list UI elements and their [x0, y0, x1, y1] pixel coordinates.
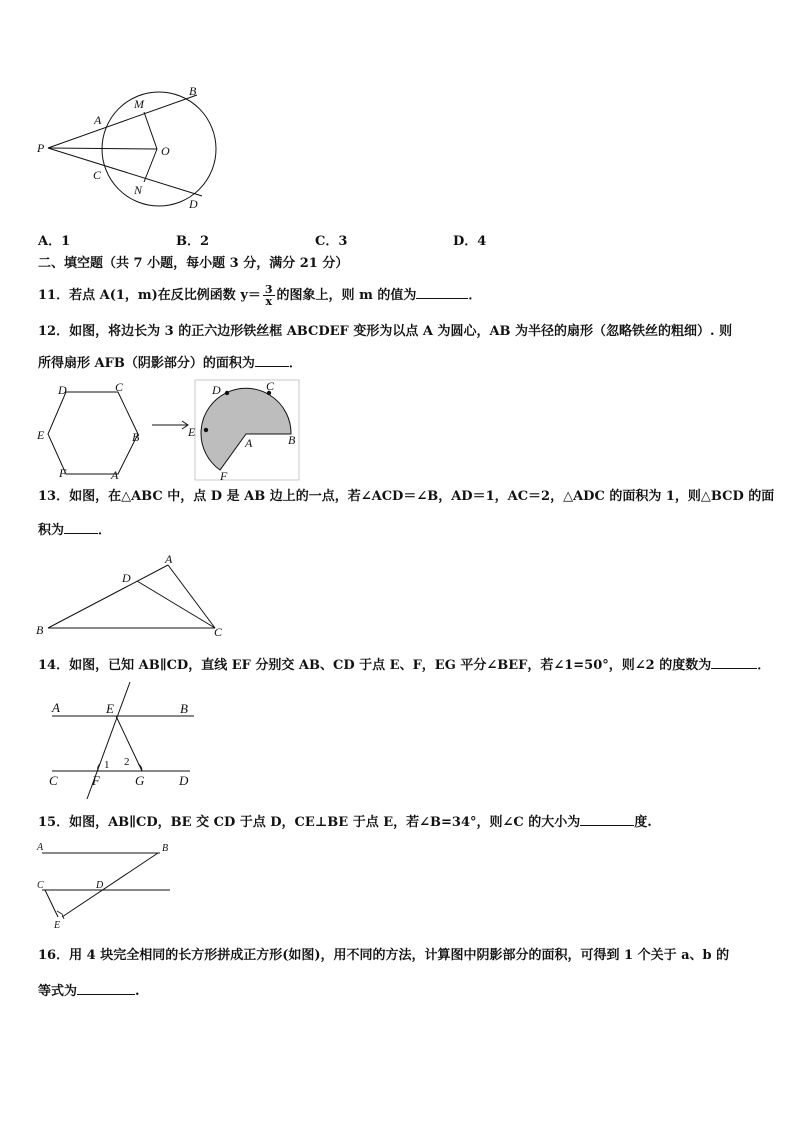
question-12-line-1: 12．如图，将边长为 3 的正六边形铁丝框 ABCDEF 变形为以点 A 为圆心，AB 为半径的扇形（忽略铁丝的粗细）. 则 — [38, 324, 733, 339]
label-m: M — [134, 97, 144, 111]
label-a: A — [94, 113, 102, 127]
label-f: F — [92, 773, 100, 788]
question-16-line-2: 等式为 . — [38, 984, 140, 999]
question-15: 15．如图，AB∥CD，BE 交 CD 于点 D，CE⊥BE 于点 E，若∠B=34°，则∠C 的大小为 度. — [38, 815, 652, 830]
q10-circle-figure — [34, 84, 224, 214]
question-13-line-2: 积为 ． — [38, 523, 112, 538]
option-d: D．4 — [453, 234, 487, 249]
label-b: B — [36, 623, 44, 637]
option-c: C．3 — [315, 234, 348, 249]
sector-label-f: F — [220, 469, 228, 482]
label-c: C — [93, 168, 102, 182]
label-a: A — [37, 842, 44, 853]
hex-label-b: B — [132, 430, 140, 444]
option-b: B．2 — [176, 234, 210, 249]
label-c: C — [37, 880, 44, 891]
label-b: B — [162, 843, 169, 854]
answer-blank — [416, 286, 468, 299]
label-o: O — [161, 144, 170, 158]
label-d: D — [122, 571, 131, 585]
q15-figure — [34, 838, 184, 932]
label-d: D — [189, 197, 198, 211]
answer-blank — [255, 354, 289, 367]
question-16-line-1: 16．用 4 块完全相同的长方形拼成正方形(如图)，用不同的方法，计算图中阴影部分的面积，可得到 1 个关于 a、b 的 — [38, 948, 730, 963]
angle-label-1: 1 — [104, 759, 110, 771]
label-p: P — [37, 141, 45, 155]
label-a: A — [52, 700, 60, 715]
fraction-3-over-x: $\frac{3}{x}$ — [264, 283, 273, 308]
label-d: D — [96, 880, 104, 891]
label-g: G — [135, 773, 145, 788]
answer-blank — [711, 656, 757, 669]
label-a: A — [165, 552, 173, 566]
question-12-line-2: 所得扇形 AFB（阴影部分）的面积为 ． — [38, 356, 302, 371]
q13-triangle-figure — [34, 550, 234, 640]
question-13-line-1: 13．如图，在△ABC 中，点 D 是 AB 边上的一点，若∠ACD＝∠B，AD＝1，AC＝2，△ADC 的面积为 1，则△BCD 的面 — [38, 489, 775, 504]
hex-label-d: D — [58, 383, 67, 397]
option-a: A．1 — [38, 234, 71, 249]
label-b: B — [189, 84, 197, 98]
sector-label-d: D — [212, 383, 221, 397]
label-d: D — [179, 773, 189, 788]
q12-hexagon-figure — [34, 378, 152, 482]
label-b: B — [180, 701, 188, 716]
label-n: N — [134, 183, 143, 197]
sector-label-e: E — [188, 425, 196, 439]
answer-blank — [64, 521, 98, 534]
hex-label-e: E — [37, 428, 45, 442]
angle-label-2: 2 — [124, 756, 130, 768]
hex-label-a: A — [111, 468, 119, 482]
question-14: 14．如图，已知 AB∥CD，直线 EF 分别交 AB、CD 于点 E、F，EG 平分∠BEF，若∠1=50°，则∠2 的度数为 ． — [38, 658, 771, 673]
hex-label-c: C — [115, 380, 124, 394]
label-c: C — [49, 773, 58, 788]
q14-parallel-lines-figure — [34, 680, 204, 802]
label-e: E — [54, 920, 61, 931]
answer-blank — [580, 813, 634, 826]
answer-blank — [77, 982, 135, 995]
label-e: E — [106, 701, 114, 716]
question-11: 11．若点 A(1，m)在反比例函数 y＝ $\frac{3}{x}$ 的图象上，则 m 的值为 ． — [38, 283, 482, 308]
q12-sector-figure — [186, 378, 300, 482]
section-title: 二、填空题（共 7 小题，每小题 3 分，满分 21 分） — [38, 256, 349, 271]
sector-label-c: C — [266, 379, 275, 393]
sector-label-a: A — [245, 436, 253, 450]
hex-label-f: F — [59, 466, 67, 480]
sector-label-b: B — [288, 433, 296, 447]
label-c: C — [214, 625, 223, 639]
